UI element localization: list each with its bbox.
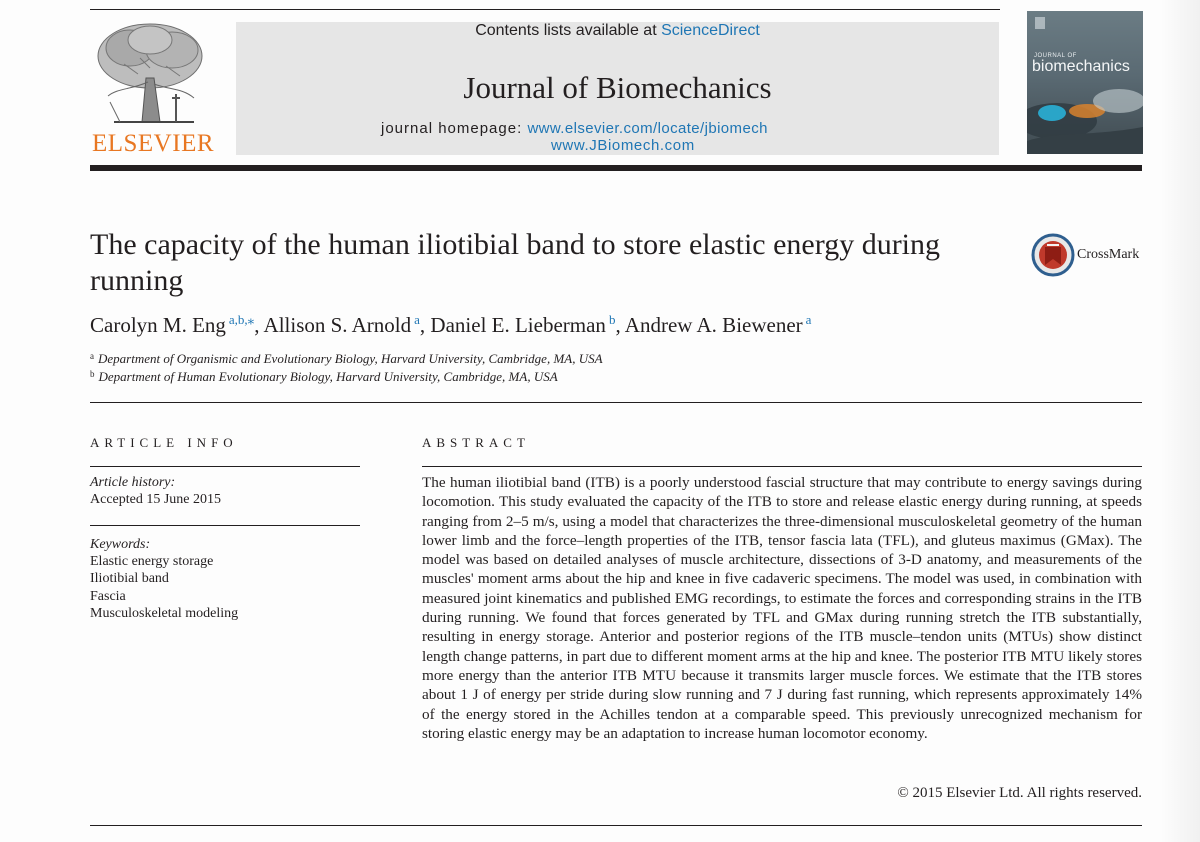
keyword-item[interactable]: Fascia	[90, 588, 126, 604]
header-divider	[90, 165, 1142, 171]
sciencedirect-link[interactable]: ScienceDirect	[661, 22, 760, 39]
contents-line	[236, 22, 999, 40]
keyword-item[interactable]: Musculoskeletal modeling	[90, 605, 239, 621]
affiliation-text: Department of Organismic and Evolutionary Biology, Harvard University, Cambridge, MA, USA	[98, 351, 603, 366]
author-separator: ,	[615, 313, 625, 337]
article-title: The capacity of the human iliotibial band to store elastic energy during running	[90, 228, 941, 297]
cover-title: biomechanics	[1032, 58, 1130, 75]
keywords-label: Keywords:	[90, 537, 151, 552]
author-name[interactable]: Daniel E. Lieberman	[430, 313, 606, 337]
article-info-divider	[90, 466, 360, 467]
author-affiliation-mark[interactable]: b	[608, 312, 616, 327]
author-name[interactable]: Andrew A. Biewener	[624, 313, 803, 337]
affiliation-text: Department of Human Evolutionary Biology, Harvard University, Cambridge, MA, USA	[98, 369, 558, 384]
affiliation-mark: b	[90, 369, 95, 379]
crossmark-button[interactable]	[1031, 233, 1075, 277]
abstract-divider	[422, 466, 1142, 467]
crossmark-icon	[1031, 233, 1075, 277]
keywords-list	[90, 553, 238, 622]
journal-masthead	[236, 22, 999, 155]
top-rule	[90, 9, 1000, 10]
cover-artwork-icon	[1027, 81, 1143, 154]
journal-title: Journal of Biomechanics	[463, 70, 772, 105]
author-list	[90, 312, 811, 338]
cover-publisher-icon	[1035, 17, 1045, 29]
author-affiliation-mark[interactable]: a	[414, 312, 420, 327]
author-name[interactable]: Allison S. Arnold	[263, 313, 412, 337]
elsevier-tree-icon	[90, 18, 216, 128]
author-affiliation-mark[interactable]: a,b,⁎	[228, 312, 255, 327]
author-separator: ,	[419, 313, 431, 337]
article-history-text: Accepted 15 June 2015	[90, 492, 222, 507]
cover-small-text: JOURNAL OF	[1034, 53, 1077, 59]
abstract-text: The human iliotibial band (ITB) is a poorly understood fascial structure that may contribute to energy savings during locomotion. This study evaluated the capacity of the ITB to store and release elastic energy during running, at speeds ranging from 2–5 m/s, using a model that characterizes the three-dimensional musculoskeletal geometry of the human lower limb and the force–length properties of the ITB, tensor fascia lata (TFL), and gluteus maximus (GMax). The model was based on detailed analyses of muscle architecture, dissections of 3-D anatomy, and measurements of the muscles' moment arms about the hip and knee in five cadaveric specimens. The model was used, in combination with measured joint kinematics and published EMG recordings, to estimate the forces and corresponding strains in the ITB during running. We found that forces generated by TFL and GMax during running stretch the ITB substantially, resulting in energy storage. Anterior and posterior regions of the ITB muscle–tendon units (MTUs) show distinct length change patterns, in part due to different moment arms at the hip and knee. The posterior ITB MTU likely stores more energy than the anterior ITB MTU because it transmits larger muscle forces. We estimate that the ITB stores about 1 J of energy per stride during slow running and 7 J during fast running, which represents approximately 14% of the energy stored in the Achilles tendon at a comparable speed. This previously unrecognized mechanism for storing elastic energy may be an adaptation to increase human locomotor economy.	[422, 474, 1142, 742]
elsevier-wordmark: ELSEVIER	[91, 130, 215, 157]
article-history-label: Article history:	[90, 475, 176, 490]
affiliation-b	[90, 369, 558, 385]
page-edge-shadow	[1160, 0, 1200, 842]
copyright-notice: © 2015 Elsevier Ltd. All rights reserved.	[897, 785, 1142, 801]
keyword-item[interactable]: Elastic energy storage	[90, 554, 214, 569]
elsevier-logo[interactable]	[90, 18, 216, 158]
author-affiliation-mark[interactable]: a	[805, 312, 812, 327]
section-divider	[90, 402, 1142, 403]
keyword-item[interactable]: Iliotibial band	[90, 571, 169, 587]
crossmark-label[interactable]: CrossMark	[1077, 247, 1140, 262]
homepage-link-secondary[interactable]: www.JBiomech.com	[551, 137, 695, 154]
contents-prefix: Contents lists available at	[475, 22, 662, 39]
affiliation-a	[90, 351, 603, 367]
affiliation-mark: a	[90, 351, 94, 361]
article-info-heading: ARTICLE INFO	[90, 435, 238, 450]
bottom-divider	[90, 825, 1142, 826]
homepage-label: journal homepage:	[381, 120, 528, 137]
author-name[interactable]: Carolyn M. Eng	[90, 313, 226, 337]
author-separator: ,	[254, 313, 264, 337]
homepage-link[interactable]: www.elsevier.com/locate/jbiomech	[527, 120, 768, 137]
article-info-divider	[90, 525, 360, 526]
journal-cover-image[interactable]	[1027, 11, 1143, 154]
abstract-heading: ABSTRACT	[422, 435, 530, 450]
journal-homepage	[381, 120, 768, 154]
